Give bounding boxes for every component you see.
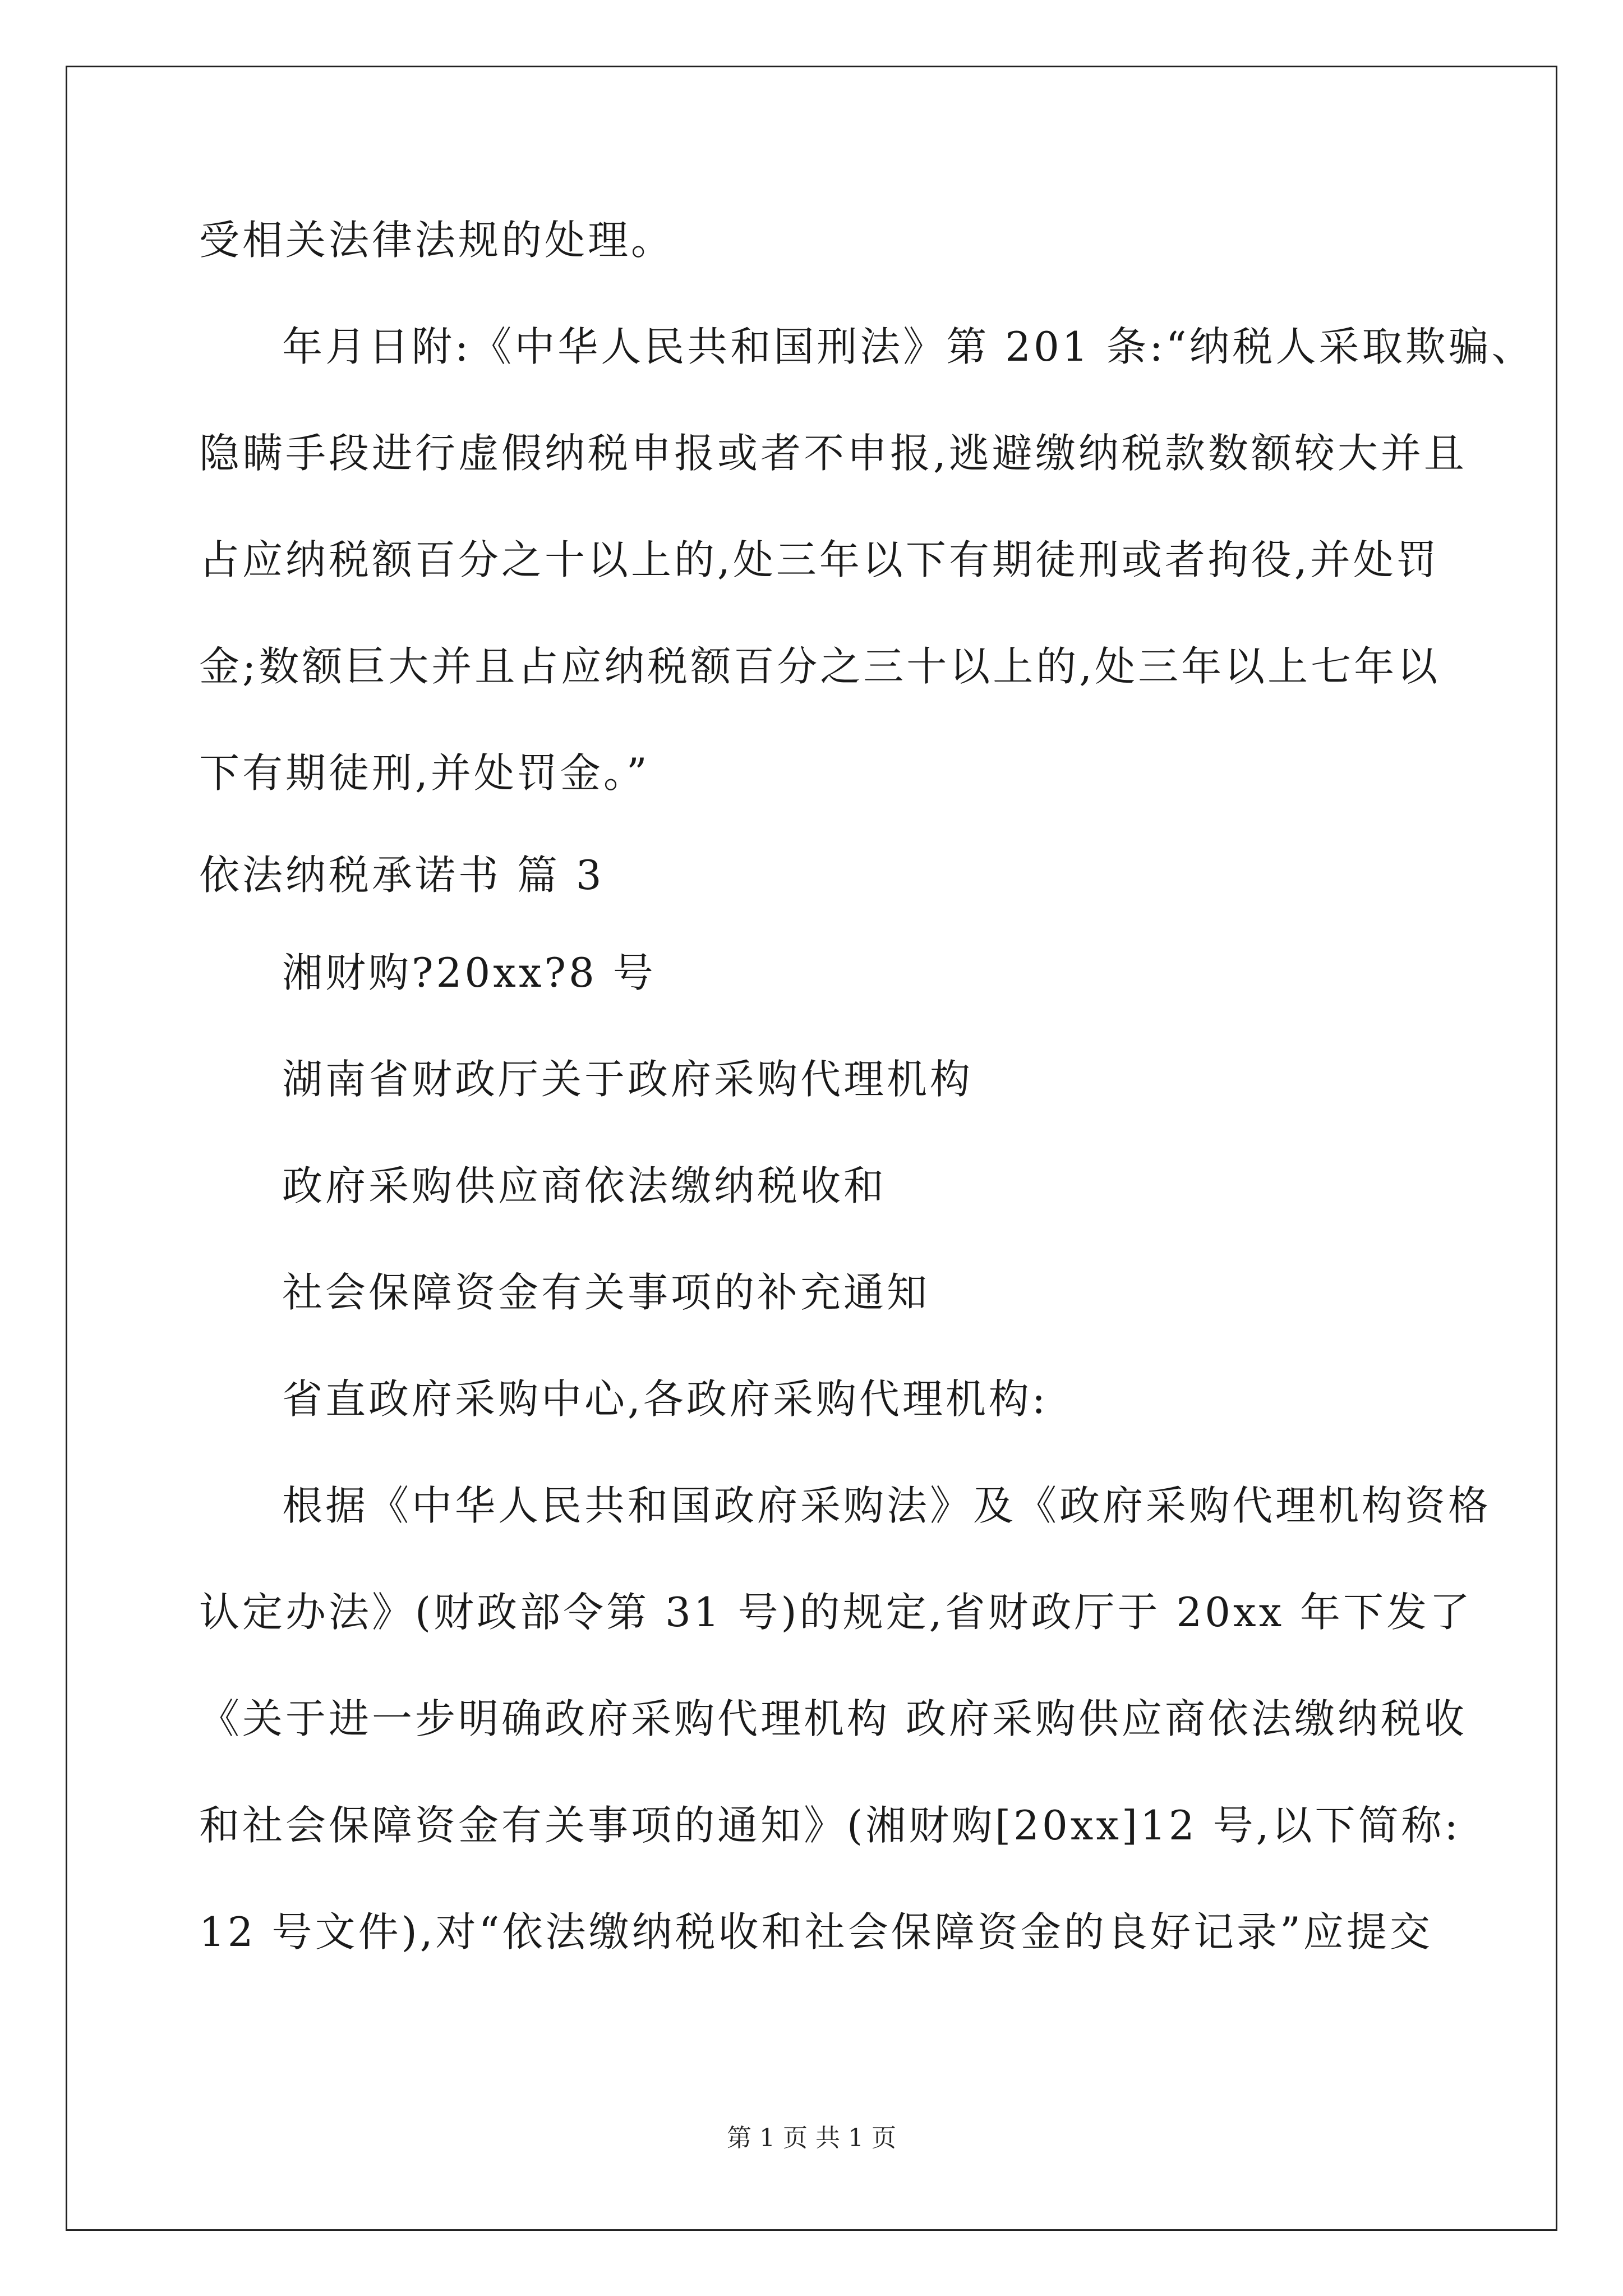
text-line: 受相关法律法规的处理。 bbox=[199, 217, 675, 264]
text-line: 认定办法》(财政部令第 31 号)的规定,省财政厅于 20xx 年下发了 bbox=[199, 1589, 1473, 1636]
text-line: 根据《中华人民共和国政府采购法》及《政府采购代理机构资格 bbox=[282, 1482, 1492, 1529]
title-line: 湖南省财政厅关于政府采购代理机构 bbox=[282, 1056, 974, 1103]
document-number: 湘财购?20xx?8 号 bbox=[282, 949, 656, 996]
text-line: 和社会保障资金有关事项的通知》(湘财购[20xx]12 号,以下简称: bbox=[199, 1802, 1461, 1849]
text-line: 占应纳税额百分之十以上的,处三年以下有期徒刑或者拘役,并处罚 bbox=[199, 536, 1440, 583]
addressee-line: 省直政府采购中心,各政府采购代理机构: bbox=[282, 1375, 1049, 1423]
text-line: 隐瞒手段进行虚假纳税申报或者不申报,逃避缴纳税款数额较大并且 bbox=[199, 430, 1467, 477]
text-line: 年月日附:《中华人民共和国刑法》第 201 条:“纳税人采取欺骗、 bbox=[282, 323, 1535, 370]
title-line: 社会保障资金有关事项的补充通知 bbox=[282, 1269, 930, 1316]
text-line: 下有期徒刑,并处罚金。” bbox=[199, 749, 650, 797]
page-footer: 第 1 页 共 1 页 bbox=[727, 2124, 896, 2152]
text-line: 12 号文件),对“依法缴纳税收和社会保障资金的良好记录”应提交 bbox=[199, 1908, 1433, 1955]
section-heading: 依法纳税承诺书 篇 3 bbox=[199, 852, 605, 899]
title-line: 政府采购供应商依法缴纳税收和 bbox=[282, 1162, 887, 1209]
text-line: 《关于进一步明确政府采购代理机构 政府采购供应商依法缴纳税收 bbox=[199, 1695, 1467, 1742]
text-line: 金;数额巨大并且占应纳税额百分之三十以上的,处三年以上七年以 bbox=[199, 643, 1441, 690]
